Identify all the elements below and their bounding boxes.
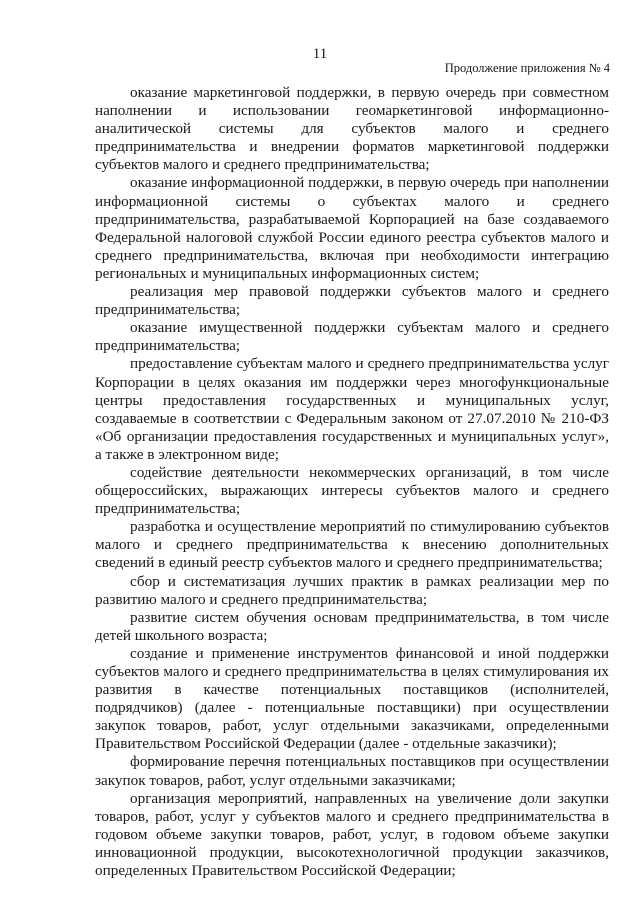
paragraph-education: развитие систем обучения основам предпринимательства, в том числе детей школьного возраста; xyxy=(95,608,609,644)
paragraph-procurement-share: организация мероприятий, направленных на увеличение доли закупки товаров, работ, услуг у субъектов малого и среднего предпринимательства в годовом объеме закупки товаров, работ, услуг, в годовом объеме закупки инновационной продукции, высокотехнологичной продукции заказчиков, определенных Правительством Российской Федерации; xyxy=(95,789,609,880)
paragraph-legal-support: реализация мер правовой поддержки субъектов малого и среднего предпринимательства; xyxy=(95,283,609,319)
paragraph-property-support: оказание имущественной поддержки субъектам малого и среднего предпринимательства; xyxy=(95,319,609,355)
paragraph-best-practices: сбор и систематизация лучших практик в рамках реализации мер по развитию малого и среднего предпринимательства; xyxy=(95,572,609,608)
paragraph-nonprofit-assistance: содействие деятельности некоммерческих организаций, в том числе общероссийских, выражающих интересы субъектов малого и среднего предпринимательства; xyxy=(95,463,609,518)
body-text xyxy=(95,84,609,880)
paragraph-registry-stimulation: разработка и осуществление мероприятий по стимулированию субъектов малого и среднего предпринимательства к внесению дополнительных сведений в единый реестр субъектов малого и среднего предпринимательства; xyxy=(95,518,609,572)
paragraph-information-support: оказание информационной поддержки, в первую очередь при наполнении информационной системы о субъектах малого и среднего предпринимательства, разрабатываемой Корпорацией на базе создаваемого Федеральной налоговой службой России единого реестра субъектов малого и среднего предпринимательства, включая при необходимости интеграцию региональных и муниципальных информационных систем; xyxy=(95,174,609,282)
paragraph-marketing-support: оказание маркетинговой поддержки, в первую очередь при совместном наполнении и использовании геомаркетинговой информационно-аналитической системы для субъектов малого и среднего предпринимательства и внедрении форматов маркетинговой поддержки субъектов малого и среднего предпринимательства; xyxy=(95,84,609,174)
paragraph-supplier-list: формирование перечня потенциальных поставщиков при осуществлении закупок товаров, работ, услуг отдельными заказчиками; xyxy=(95,753,609,789)
paragraph-financial-instruments: создание и применение инструментов финансовой и иной поддержки субъектов малого и среднего предпринимательства в целях стимулирования их развития в качестве потенциальных поставщиков (исполнителей, подрядчиков) (далее - потенциальные поставщики) при осуществлении закупок товаров, работ, услуг отдельными заказчиками, определенными Правительством Российской Федерации (далее - отдельные заказчики); xyxy=(95,644,609,753)
paragraph-mfc-services: предоставление субъектам малого и среднего предпринимательства услуг Корпорации в целях оказания им поддержки через многофункциональные центры предоставления государственных и муниципальных услуг, создаваемые в соответствии с Федеральным законом от 27.07.2010 № 210-ФЗ «Об организации предоставления государственных и муниципальных услуг», а также в электронном виде; xyxy=(95,355,609,463)
appendix-note: Продолжение приложения № 4 xyxy=(444,61,610,75)
page-number: 11 xyxy=(312,46,328,62)
